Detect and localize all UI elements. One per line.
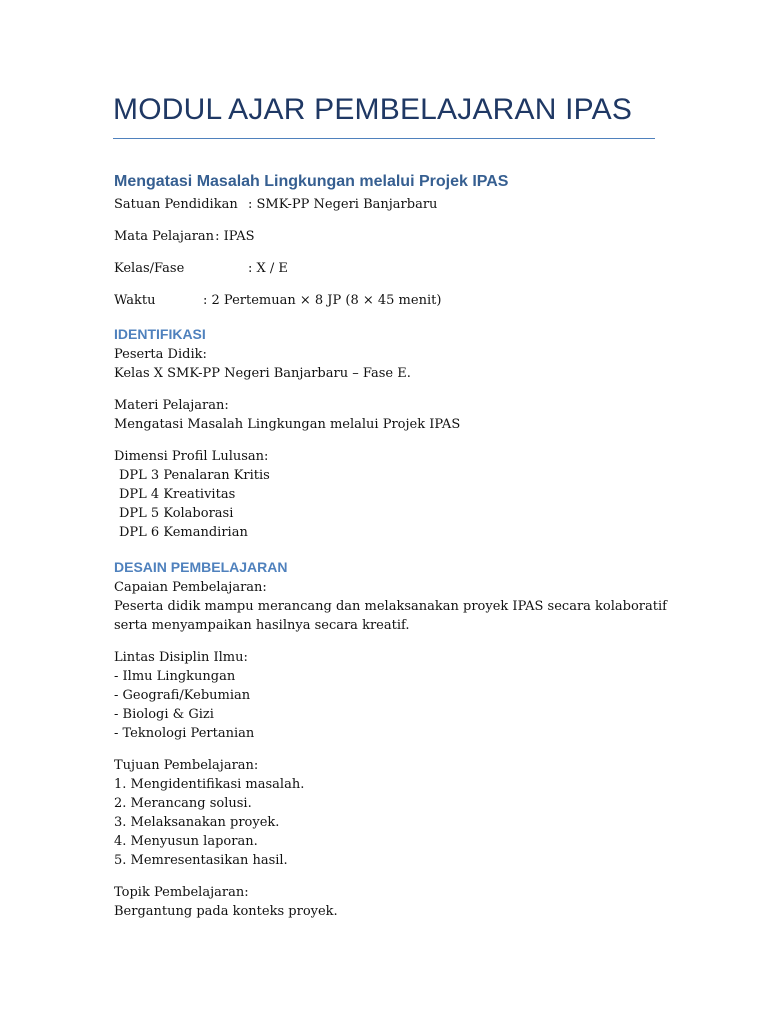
meta-value: : SMK-PP Negeri Banjarbaru [248, 197, 438, 212]
materi-value: Mengatasi Masalah Lingkungan melalui Projek IPAS [114, 417, 461, 432]
meta-row-satuan [114, 195, 674, 214]
lintas-label: Lintas Disiplin Ilmu: [114, 650, 248, 665]
list-item: 3. Melaksanakan proyek. [114, 815, 280, 830]
tujuan-label: Tujuan Pembelajaran: [114, 758, 259, 773]
document-body [114, 171, 674, 921]
topik-value: Bergantung pada konteks proyek. [114, 904, 338, 919]
meta-label: Waktu [114, 293, 156, 308]
meta-value: : IPAS [215, 229, 255, 244]
materi-label: Materi Pelajaran: [114, 398, 229, 413]
meta-value: : 2 Pertemuan × 8 JP (8 × 45 menit) [203, 293, 442, 308]
list-item: - Teknologi Pertanian [114, 726, 255, 741]
list-item: DPL 3 Penalaran Kritis [119, 468, 270, 483]
list-item: 1. Mengidentifikasi masalah. [114, 777, 305, 792]
topik-label: Topik Pembelajaran: [114, 885, 249, 900]
meta-value: : X / E [248, 261, 288, 276]
list-item: - Biologi & Gizi [114, 707, 214, 722]
title-underline [113, 138, 655, 139]
list-item: - Ilmu Lingkungan [114, 669, 236, 684]
peserta-label: Peserta Didik: [114, 347, 207, 362]
document-subtitle: Mengatasi Masalah Lingkungan melalui Projek IPAS [114, 173, 509, 190]
capaian-value: Peserta didik mampu merancang dan melaksanakan proyek IPAS secara kolaboratif serta menyampaikan hasilnya secara kreatif. [114, 599, 667, 633]
dimensi-label: Dimensi Profil Lulusan: [114, 449, 269, 464]
section-heading-desain: DESAIN PEMBELAJARAN [114, 559, 288, 575]
list-item: DPL 4 Kreativitas [119, 487, 236, 502]
list-item: 2. Merancang solusi. [114, 796, 252, 811]
list-item: 5. Memresentasikan hasil. [114, 853, 288, 868]
list-item: DPL 6 Kemandirian [119, 525, 248, 540]
meta-row-kelas [114, 259, 674, 278]
list-item: - Geografi/Kebumian [114, 688, 251, 703]
list-item: DPL 5 Kolaborasi [119, 506, 234, 521]
capaian-label: Capaian Pembelajaran: [114, 580, 267, 595]
meta-label: Kelas/Fase [114, 261, 185, 276]
section-heading-identifikasi: IDENTIFIKASI [114, 326, 206, 342]
meta-row-mapel [114, 227, 674, 246]
meta-label: Satuan Pendidikan [114, 197, 238, 212]
peserta-value: Kelas X SMK-PP Negeri Banjarbaru – Fase E. [114, 366, 411, 381]
list-item: 4. Menyusun laporan. [114, 834, 258, 849]
document-title: MODUL AJAR PEMBELAJARAN IPAS [113, 93, 633, 126]
meta-row-waktu [114, 291, 674, 310]
meta-label: Mata Pelajaran [114, 229, 215, 244]
